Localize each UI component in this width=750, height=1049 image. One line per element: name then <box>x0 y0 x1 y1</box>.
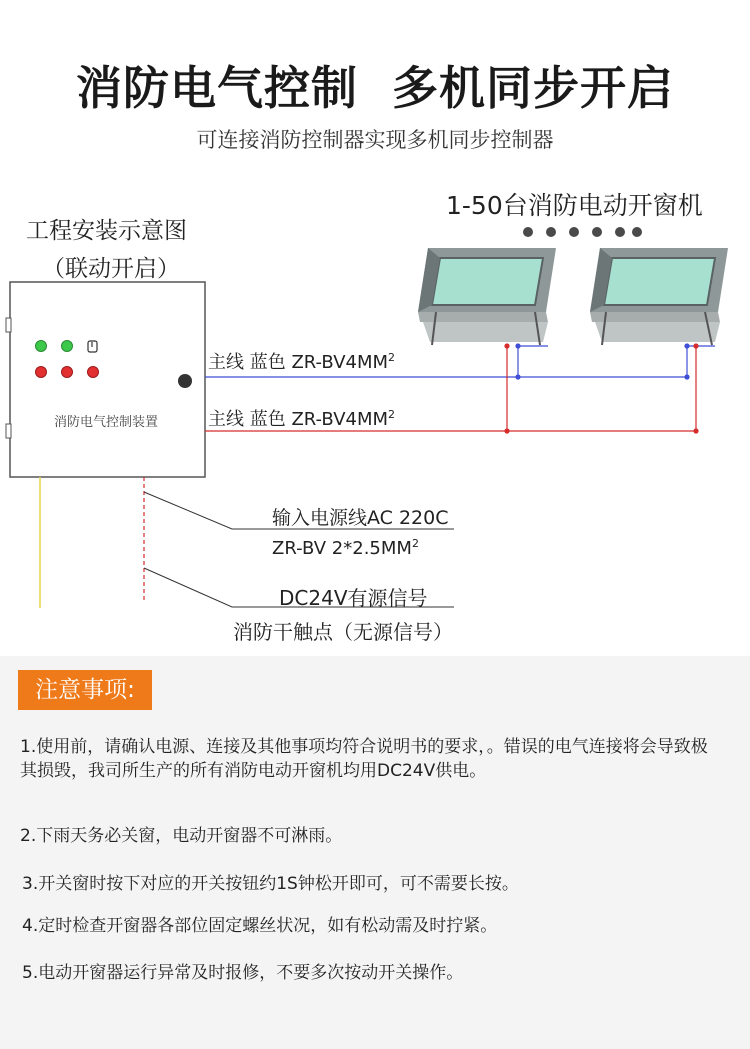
signal-label-active: DC24V有源信号 <box>279 586 428 610</box>
notes-heading: 注意事项: <box>18 670 152 710</box>
wire-label-superscript: 2 <box>388 408 396 421</box>
wire-label-blue <box>208 348 395 374</box>
note-item: 3.开关窗时按下对应的开关按钮约1S钟松开即可，可不需要长按。 <box>22 874 519 894</box>
page-subtitle: 可连接消防控制器实现多机同步控制器 <box>196 128 554 152</box>
wire-label-text: 主线 蓝色 ZR-BV4MM <box>208 409 389 430</box>
device-label: 消防电气控制装置 <box>54 415 159 430</box>
note-item: 5.电动开窗器运行异常及时报修，不要多次按动开关操作。 <box>22 963 464 983</box>
wire-label-red <box>208 405 395 431</box>
page-title: 消防电气控制 多机同步开启 <box>75 61 675 115</box>
note-item: 1.使用前，请确认电源、连接及其他事项均符合说明书的要求，。错误的电气连接将会导致极其损毁，我司所生产的所有消防电动开窗机均用DC24V供电。 <box>20 737 708 781</box>
note-item: 4.定时检查开窗器各部位固定螺丝状况，如有松动需及时拧紧。 <box>22 916 498 936</box>
control-box <box>6 282 205 477</box>
ellipsis-dots <box>523 227 642 237</box>
wire-label-superscript: 2 <box>388 351 396 364</box>
power-cable-label <box>272 537 419 559</box>
power-cable-superscript: 2 <box>411 537 419 550</box>
window-count-label: 1-50台消防电动开窗机 <box>446 191 703 220</box>
installation-diagram <box>0 170 750 660</box>
wire-label-text: 主线 蓝色 ZR-BV4MM <box>208 352 389 373</box>
power-cable-text: ZR-BV 2*2.5MM <box>272 538 412 559</box>
install-subtitle: （联动开启） <box>42 256 180 282</box>
power-line-label: 输入电源线AC 220C <box>272 507 449 529</box>
install-title: 工程安装示意图 <box>26 218 187 244</box>
notes-section <box>0 656 750 1049</box>
signal-label-passive: 消防干触点（无源信号） <box>233 620 453 644</box>
note-item: 2.下雨天务必关窗，电动开窗器不可淋雨。 <box>20 826 343 846</box>
window-icon <box>418 248 556 345</box>
window-icon <box>590 248 728 345</box>
